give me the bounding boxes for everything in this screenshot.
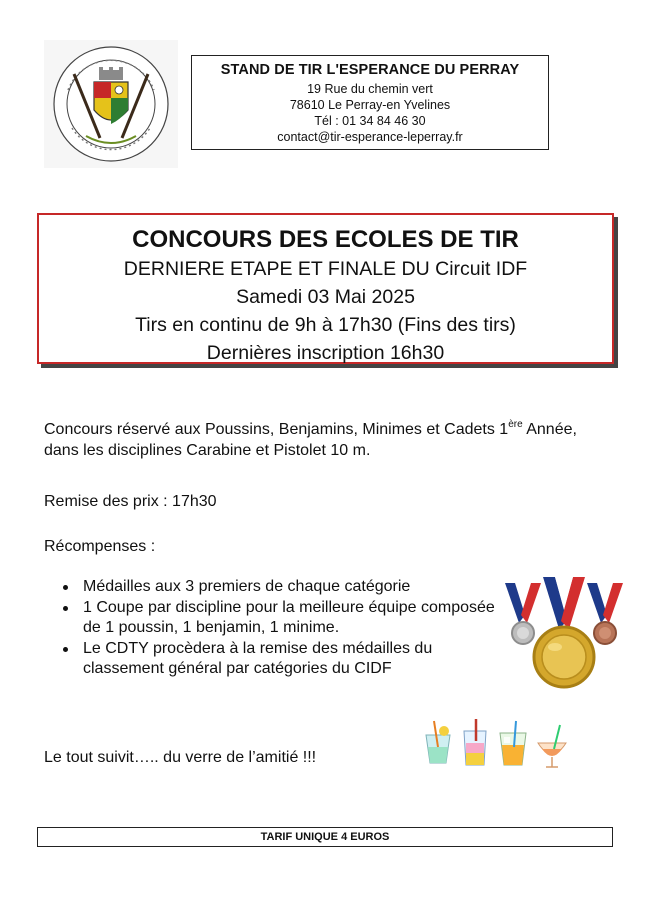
event-last-registration: Dernières inscription 16h30 (206, 342, 445, 364)
list-item: Le CDTY procèdera à la remise des médailles du classement général par catégories du CIDF (60, 639, 500, 680)
medals-icon (497, 575, 625, 698)
event-subtitle: DERNIERE ETAPE ET FINALE DU Circuit IDF (123, 258, 528, 280)
event-title: CONCOURS DES ECOLES DE TIR (132, 226, 519, 253)
club-name: STAND DE TIR L'ESPERANCE DU PERRAY (220, 62, 520, 78)
rewards-heading: Récompenses : (44, 538, 156, 555)
event-date: Samedi 03 Mai 2025 (236, 286, 415, 308)
club-seal-logo (44, 40, 178, 168)
intro-text-end: Année, dans les disciplines Carabine et Pistolet 10 m. (44, 421, 577, 459)
intro-superscript: ère (508, 419, 523, 430)
prize-ceremony: Remise des prix : 17h30 (44, 493, 217, 510)
intro-paragraph (44, 419, 604, 461)
rewards-list (60, 577, 500, 680)
email-address[interactable]: contact@tir-esperance-leperray.fr (277, 130, 463, 144)
price-banner: TARIF UNIQUE 4 EUROS (37, 827, 613, 847)
address-street: 19 Rue du chemin vert (307, 82, 433, 96)
address-city: 78610 Le Perray-en Yvelines (289, 98, 451, 112)
list-item: Médailles aux 3 premiers de chaque catégorie (60, 577, 500, 598)
club-address-box (191, 55, 549, 150)
event-info-box (37, 213, 614, 364)
intro-text-start: Concours réservé aux Poussins, Benjamins, Minimes et Cadets 1 (44, 421, 509, 438)
cocktail-drinks-icon (420, 717, 580, 774)
phone-number: Tél : 01 34 84 46 30 (314, 114, 426, 128)
list-item: 1 Coupe par discipline pour la meilleure équipe composée de 1 poussin, 1 benjamin, 1 minime. (60, 598, 500, 639)
event-hours: Tirs en continu de 9h à 17h30 (Fins des tirs) (135, 314, 516, 336)
closing-text: Le tout suivit….. du verre de l’amitié !!! (44, 749, 317, 766)
club-seal-icon (44, 40, 178, 168)
